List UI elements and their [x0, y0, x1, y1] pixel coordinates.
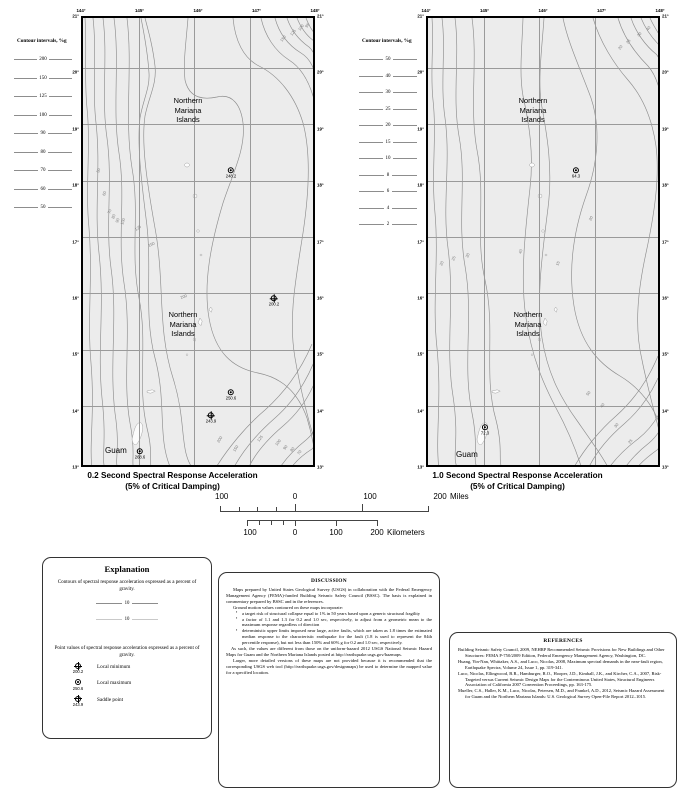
contour-swatch-line — [359, 92, 383, 93]
contour-swatch-line — [14, 152, 38, 153]
contour-interval-row — [359, 57, 417, 62]
longitude-tick-label: 148° — [310, 8, 320, 13]
contour-interval-value: 15 — [385, 139, 391, 145]
scale-tick — [377, 520, 378, 526]
scale-tick — [276, 507, 277, 512]
contour-swatch-line — [392, 208, 417, 209]
latitude-tick-label: 16° — [317, 295, 324, 301]
explanation-contour-text: Contours of spectral response acceleration expressed as a percent of gravity. — [57, 579, 197, 592]
contour-swatch-line — [392, 224, 417, 225]
svg-text:90: 90 — [114, 217, 121, 224]
contour-interval-row — [14, 187, 72, 192]
contour-interval-row — [14, 57, 72, 62]
longitude-tick-label: 147° — [251, 8, 262, 13]
longitude-tick-label: 144° — [76, 8, 86, 13]
point-value: 248.2 — [225, 173, 237, 179]
scale-tick — [362, 504, 363, 512]
latitude-tick-label: 15° — [317, 351, 324, 357]
references-body — [450, 644, 676, 700]
contour-interval-value: 100 — [39, 112, 47, 118]
references-title: REFERENCES — [543, 638, 583, 644]
svg-text:70: 70 — [295, 449, 303, 456]
contour-swatch-line — [49, 115, 72, 116]
latitude-tick-label: 17° — [317, 239, 324, 244]
point-value: 200.2 — [268, 301, 280, 307]
latitude-tick-label: 17° — [417, 239, 424, 244]
latitude-tick-label: 18° — [417, 182, 424, 188]
discussion-bullet: ▪ a factor of 1.1 and 1.3 for 0.2 and 1.0 sec, respectively, to adjust from a geometric mean to the maximum response regardless of direction — [237, 617, 432, 629]
latitude-tick-label: 18° — [662, 182, 669, 188]
latitude-tick-label: 16° — [72, 295, 79, 301]
contour-swatch-line — [359, 109, 383, 110]
contour-interval-value: 80 — [40, 149, 46, 155]
scale-tick — [220, 506, 221, 512]
latitude-tick-label: 15° — [662, 351, 669, 357]
reference-entry: Building Seismic Safety Council, 2009, NEHRP Recommended Seismic Provisions for New Buildings and Other Structures: FEMA P-750/2009 Edition, Federal Emergency Management Agency, Washington, DC. — [458, 647, 665, 658]
contour-interval-row — [359, 140, 417, 145]
contour-swatch-line — [14, 207, 38, 208]
scale-km-unit: Kilometers — [387, 528, 425, 537]
svg-text:150: 150 — [147, 240, 156, 248]
scale-tick — [239, 507, 240, 512]
contour-interval-value: 50 — [385, 57, 391, 62]
contour-interval-value: 8 — [386, 172, 390, 178]
svg-text:50: 50 — [584, 390, 592, 397]
contour-interval-row — [14, 94, 72, 99]
contour-swatch-line — [48, 133, 72, 134]
svg-text:20: 20 — [438, 260, 445, 267]
latitude-tick-label: 20° — [72, 69, 79, 75]
contour-swatch-line — [393, 59, 417, 60]
map-panel-02sec — [0, 0, 345, 490]
contour-swatch-line — [359, 175, 384, 176]
contour-swatch-line — [14, 133, 38, 134]
contour-interval-value: 150 — [39, 75, 47, 81]
svg-text:40: 40 — [644, 25, 652, 32]
point-marker-local-maximum — [481, 424, 489, 435]
contour-swatch-line — [393, 158, 417, 159]
contour-swatch-line — [392, 175, 417, 176]
contour-swatch-line — [359, 125, 383, 126]
contour-swatch-line — [48, 189, 72, 190]
contour-swatch-line — [359, 142, 383, 143]
point-value: 250.6 — [225, 395, 237, 401]
contour-interval-row — [359, 222, 417, 227]
contour-interval-value: 2 — [386, 222, 390, 227]
point-value: 268.6 — [134, 454, 146, 460]
latitude-tick-label: 21° — [317, 13, 324, 19]
scale-km-label: 100 — [243, 528, 257, 537]
contour-interval-row — [359, 123, 417, 128]
legend-point-label: Local minimum — [97, 664, 131, 671]
contour-interval-row — [359, 107, 417, 112]
contour-swatch-line — [359, 59, 383, 60]
latitude-tick-label: 18° — [317, 182, 324, 188]
contour-interval-value: 90 — [40, 131, 46, 136]
latitude-tick-label: 19° — [317, 126, 324, 132]
contour-svg-02sec — [83, 18, 315, 467]
svg-text:125: 125 — [133, 223, 143, 232]
contour-interval-value: 25 — [385, 106, 391, 112]
contour-swatch-line — [393, 76, 417, 77]
svg-text:40: 40 — [517, 248, 524, 255]
latitude-tick-label: 20° — [317, 69, 324, 75]
point-marker-local-maximum — [572, 167, 580, 178]
legend-item-local-maximum — [65, 679, 211, 690]
scale-miles-label: 100 — [363, 492, 377, 501]
local-maximum-icon — [75, 679, 81, 685]
svg-text:100: 100 — [273, 438, 282, 447]
contour-swatch-line — [48, 207, 72, 208]
svg-text:80: 80 — [110, 213, 117, 220]
map-panel-10sec — [345, 0, 690, 490]
point-marker-local-maximum — [226, 167, 236, 178]
discussion-para2: Ground motion values contoured on these maps incorporate: — [233, 604, 343, 610]
scale-tick — [336, 520, 337, 526]
contour-interval-row — [14, 205, 72, 210]
discussion-bullets — [226, 611, 432, 646]
svg-text:25: 25 — [626, 438, 634, 445]
latitude-tick-label: 14° — [72, 408, 79, 414]
contour-interval-value: 200 — [39, 57, 47, 62]
svg-text:15: 15 — [554, 260, 561, 267]
contour-swatch-line — [48, 152, 72, 153]
point-marker-local-maximum — [135, 448, 145, 459]
svg-text:100: 100 — [119, 217, 127, 226]
contour-swatch-line — [393, 109, 417, 110]
legend-point-label: Local maximum — [97, 680, 132, 687]
discussion-box — [218, 572, 440, 788]
references-box — [449, 632, 677, 788]
latitude-tick-label: 19° — [417, 126, 424, 132]
reference-entry: Mueller, C.S., Haller, K.M., Luco, Nicolas, Petersen, M.D., and Frankel, A.D., 2012, Seismic Hazard Assessment for Guam and the Northern Mariana Islands: U.S. Geological Survey Open-File Report 2012–1015. — [458, 688, 665, 700]
explanation-point-text: Point values of spectral response acceleration expressed as a percent of gravity. — [54, 645, 200, 658]
contour-swatch-line — [359, 208, 384, 209]
latitude-tick-label: 20° — [662, 69, 669, 75]
contour-swatch-line — [48, 170, 72, 171]
scale-tick — [247, 520, 248, 526]
legend-point-label: Saddle point — [97, 696, 124, 703]
latitude-tick-label: 13° — [417, 464, 424, 470]
legend-item-saddle-point — [65, 696, 211, 707]
contour-interval-row — [14, 131, 72, 136]
longitude-tick-label: 147° — [596, 8, 607, 13]
scale-bar-km — [247, 520, 377, 521]
contour-swatch-line — [14, 59, 37, 60]
svg-text:70: 70 — [106, 208, 113, 215]
svg-text:25: 25 — [624, 38, 632, 45]
legend-point-value: 250.6 — [72, 685, 84, 691]
svg-text:30: 30 — [612, 422, 620, 429]
discussion-bullet: ▪ a target risk of structural collapse equal to 1% in 50 years based upon a generic structural fragility — [237, 611, 432, 617]
latitude-tick-label: 16° — [662, 295, 669, 301]
explanation-title: Explanation — [104, 564, 150, 574]
contour-swatch-line — [393, 142, 417, 143]
discussion-body — [219, 584, 439, 676]
contour-interval-row — [359, 173, 417, 178]
scale-km-label: 0 — [292, 528, 298, 537]
contour-swatch-line — [393, 92, 417, 93]
region-label-upper-right: Northern Mariana Islands — [518, 96, 548, 125]
latitude-tick-label: 13° — [317, 464, 324, 470]
longitude-tick-label: 144° — [421, 8, 431, 13]
svg-text:20: 20 — [587, 215, 594, 222]
contour-interval-row — [359, 156, 417, 161]
contour-interval-value: 50 — [40, 205, 46, 210]
svg-text:100: 100 — [296, 23, 305, 32]
contour-legend-title-left: Contour intervals, %g — [17, 38, 67, 44]
svg-text:25: 25 — [450, 255, 457, 262]
contour-interval-value: 6 — [386, 189, 390, 194]
latitude-tick-label: 13° — [72, 464, 79, 470]
map-title-line1: 1.0 Second Spectral Response Acceleration — [432, 471, 603, 480]
scale-bar — [195, 492, 495, 552]
scale-miles-unit: Miles — [450, 492, 469, 501]
svg-text:200: 200 — [179, 292, 188, 300]
scale-tick — [295, 504, 296, 512]
contour-interval-row — [359, 206, 417, 211]
contour-interval-row — [359, 90, 417, 95]
longitude-tick-label: 148° — [655, 8, 665, 13]
contour-swatch-line — [392, 191, 417, 192]
point-value: 64.3 — [571, 173, 581, 179]
guam-label-left: Guam — [105, 446, 127, 455]
map-frame-10sec — [426, 16, 660, 467]
contour-swatch-line — [359, 224, 384, 225]
svg-text:125: 125 — [288, 28, 297, 37]
contour-interval-value: 60 — [40, 186, 46, 192]
scale-miles-label: 200 — [433, 492, 447, 501]
discussion-para3: As such, the values are different from those on the uniform-hazard 2012 USGS National Seismic Hazard Maps for Guam and the Northern Mariana Islands posted at http://earthquake.usgs.gov/hazmaps. — [226, 646, 432, 657]
contour-swatch-line — [14, 115, 37, 116]
latitude-tick-label: 15° — [417, 351, 424, 357]
svg-text:95: 95 — [303, 22, 311, 29]
latitude-tick-label: 14° — [417, 408, 424, 414]
scale-tick — [428, 506, 429, 512]
svg-text:200: 200 — [215, 435, 224, 444]
region-label-lower-left: Northern Mariana Islands — [168, 310, 198, 339]
longitude-tick-label: 146° — [538, 8, 548, 13]
contour-interval-row — [14, 150, 72, 155]
svg-text:30: 30 — [635, 31, 643, 38]
point-marker-saddle-point — [206, 412, 216, 423]
point-value: 72.3 — [480, 430, 490, 436]
local-minimum-icon — [75, 663, 81, 669]
scale-km-label: 200 — [370, 528, 384, 537]
latitude-tick-label: 17° — [72, 239, 79, 244]
svg-text:90: 90 — [281, 444, 289, 451]
sample-contour-light — [96, 617, 158, 622]
contour-swatch-line — [49, 59, 72, 60]
legend-item-local-minimum — [65, 663, 211, 674]
contour-interval-row — [359, 189, 417, 194]
contour-interval-value: 20 — [385, 123, 391, 128]
contour-interval-value: 30 — [385, 90, 391, 95]
longitude-tick-label: 145° — [134, 8, 145, 13]
latitude-tick-label: 14° — [662, 408, 669, 414]
contour-swatch-line — [359, 158, 383, 159]
svg-text:40: 40 — [598, 402, 606, 409]
latitude-tick-label: 13° — [662, 464, 669, 470]
contour-interval-row — [14, 113, 72, 118]
latitude-tick-label: 20° — [417, 69, 424, 75]
map-title-line2: (5% of Critical Damping) — [470, 481, 565, 491]
contour-swatch-line — [49, 96, 72, 97]
latitude-tick-label: 17° — [662, 239, 669, 244]
map-title-line1: 0.2 Second Spectral Response Acceleration — [87, 471, 258, 480]
legend-point-value: 200.2 — [72, 669, 84, 675]
svg-text:30: 30 — [464, 252, 471, 259]
svg-text:20: 20 — [616, 44, 624, 51]
svg-text:150: 150 — [231, 444, 240, 453]
svg-text:150: 150 — [278, 34, 287, 43]
svg-text:80: 80 — [288, 446, 296, 453]
point-marker-local-minimum — [269, 295, 279, 306]
guam-label-right: Guam — [456, 450, 478, 459]
point-value: 243.9 — [205, 418, 217, 424]
longitude-tick-label: 146° — [193, 8, 203, 13]
scale-bar-miles — [220, 511, 428, 512]
latitude-tick-label: 14° — [317, 408, 324, 414]
latitude-tick-label: 16° — [417, 295, 424, 301]
latitude-tick-label: 18° — [72, 182, 79, 188]
contour-interval-value: 4 — [386, 205, 390, 211]
latitude-tick-label: 21° — [417, 13, 424, 19]
contour-legend-title-right: Contour intervals, %g — [362, 38, 412, 44]
map-title-10sec — [345, 471, 690, 493]
svg-text:50: 50 — [95, 167, 102, 174]
discussion-para1: Maps prepared by United States Geological Survey (USGS) in collaboration with the Federal Emergency Management Agency (FEMA)-funded Building Seismic Safety Council (BSSC). The basis is explained in commentary prepared by BSSC and in the references. — [226, 587, 432, 604]
explanation-box — [42, 557, 212, 739]
scale-km-label: 100 — [329, 528, 343, 537]
longitude-tick-label: 145° — [479, 8, 490, 13]
discussion-bullet: ▪ deterministic upper limits imposed near large, active faults, which are taken as 1.8 times the estimated median response to the characteristic earthquake for the fault (1.8 is used to represent the 84th percentile response), but not less than 150% and 60% g for 0.2 and 1.0 sec, respectively. — [237, 628, 432, 646]
svg-text:125: 125 — [255, 434, 264, 443]
sample-contour-value: 10 — [124, 601, 130, 607]
map-title-02sec — [0, 471, 345, 493]
contour-swatch-line — [14, 170, 38, 171]
latitude-tick-label: 19° — [662, 126, 669, 132]
contour-interval-value: 70 — [40, 168, 46, 173]
contour-swatch-line — [359, 191, 384, 192]
contour-swatch-line — [14, 189, 38, 190]
map-title-line2: (5% of Critical Damping) — [125, 481, 220, 491]
scale-tick — [295, 520, 296, 526]
point-marker-local-maximum — [226, 389, 236, 400]
discussion-para4: Larger, more detailed versions of these maps are not provided because it is recommended that the corresponding USGS web tool (http://earthquake.usgs.gov/designmaps) be used to determine the mapped value for a specified location. — [226, 657, 432, 675]
discussion-title: DISCUSSION — [311, 578, 347, 584]
contour-swatch-line — [359, 76, 383, 77]
contour-interval-value: 10 — [385, 156, 391, 161]
contour-interval-row — [359, 74, 417, 79]
latitude-tick-label: 19° — [72, 126, 79, 132]
contour-swatch-line — [14, 96, 37, 97]
contour-interval-value: 125 — [39, 94, 47, 99]
saddle-point-icon — [75, 696, 81, 702]
svg-text:60: 60 — [101, 190, 108, 197]
reference-entry: Huang, Yin-Nan, Whittaker, A.S., and Luco, Nicolas, 2008, Maximum spectral demands in the near-fault region, Earthquake Spectra, Volume 24, Issue 1, pp. 319-341. — [458, 658, 663, 670]
map-frame-02sec — [81, 16, 315, 467]
region-label-upper-left: Northern Mariana Islands — [173, 96, 203, 125]
legend-point-value: 243.9 — [72, 701, 84, 707]
reference-entry: Luco, Nicolas, Ellingwood, B.R., Hamburger, R.O., Hooper, J.D., Kimball, J.K., and Kircher, C.A., 2007, Risk-Targeted versus Current Seismic Design Maps for the Conterminous United States, Structural Engineers Association of California 2007 Convention Proceedings, pp. 163-175. — [458, 670, 662, 688]
scale-tick — [257, 507, 258, 512]
scale-miles-label: 100 — [215, 492, 229, 501]
region-label-lower-right: Northern Mariana Islands — [513, 310, 543, 339]
contour-swatch-line — [49, 78, 72, 79]
sample-contour-value: 10 — [124, 617, 130, 623]
scale-tick — [259, 520, 260, 525]
latitude-tick-label: 21° — [72, 13, 79, 19]
contour-swatch-line — [14, 78, 37, 79]
contour-svg-10sec — [428, 18, 660, 467]
latitude-tick-label: 21° — [662, 13, 669, 19]
contour-interval-row — [14, 168, 72, 173]
scale-tick — [271, 520, 272, 525]
scale-tick — [283, 520, 284, 525]
contour-interval-row — [14, 76, 72, 81]
latitude-tick-label: 15° — [72, 351, 79, 357]
sample-contour-dark — [96, 601, 158, 606]
scale-miles-label: 0 — [292, 492, 298, 501]
contour-interval-value: 40 — [385, 73, 391, 79]
